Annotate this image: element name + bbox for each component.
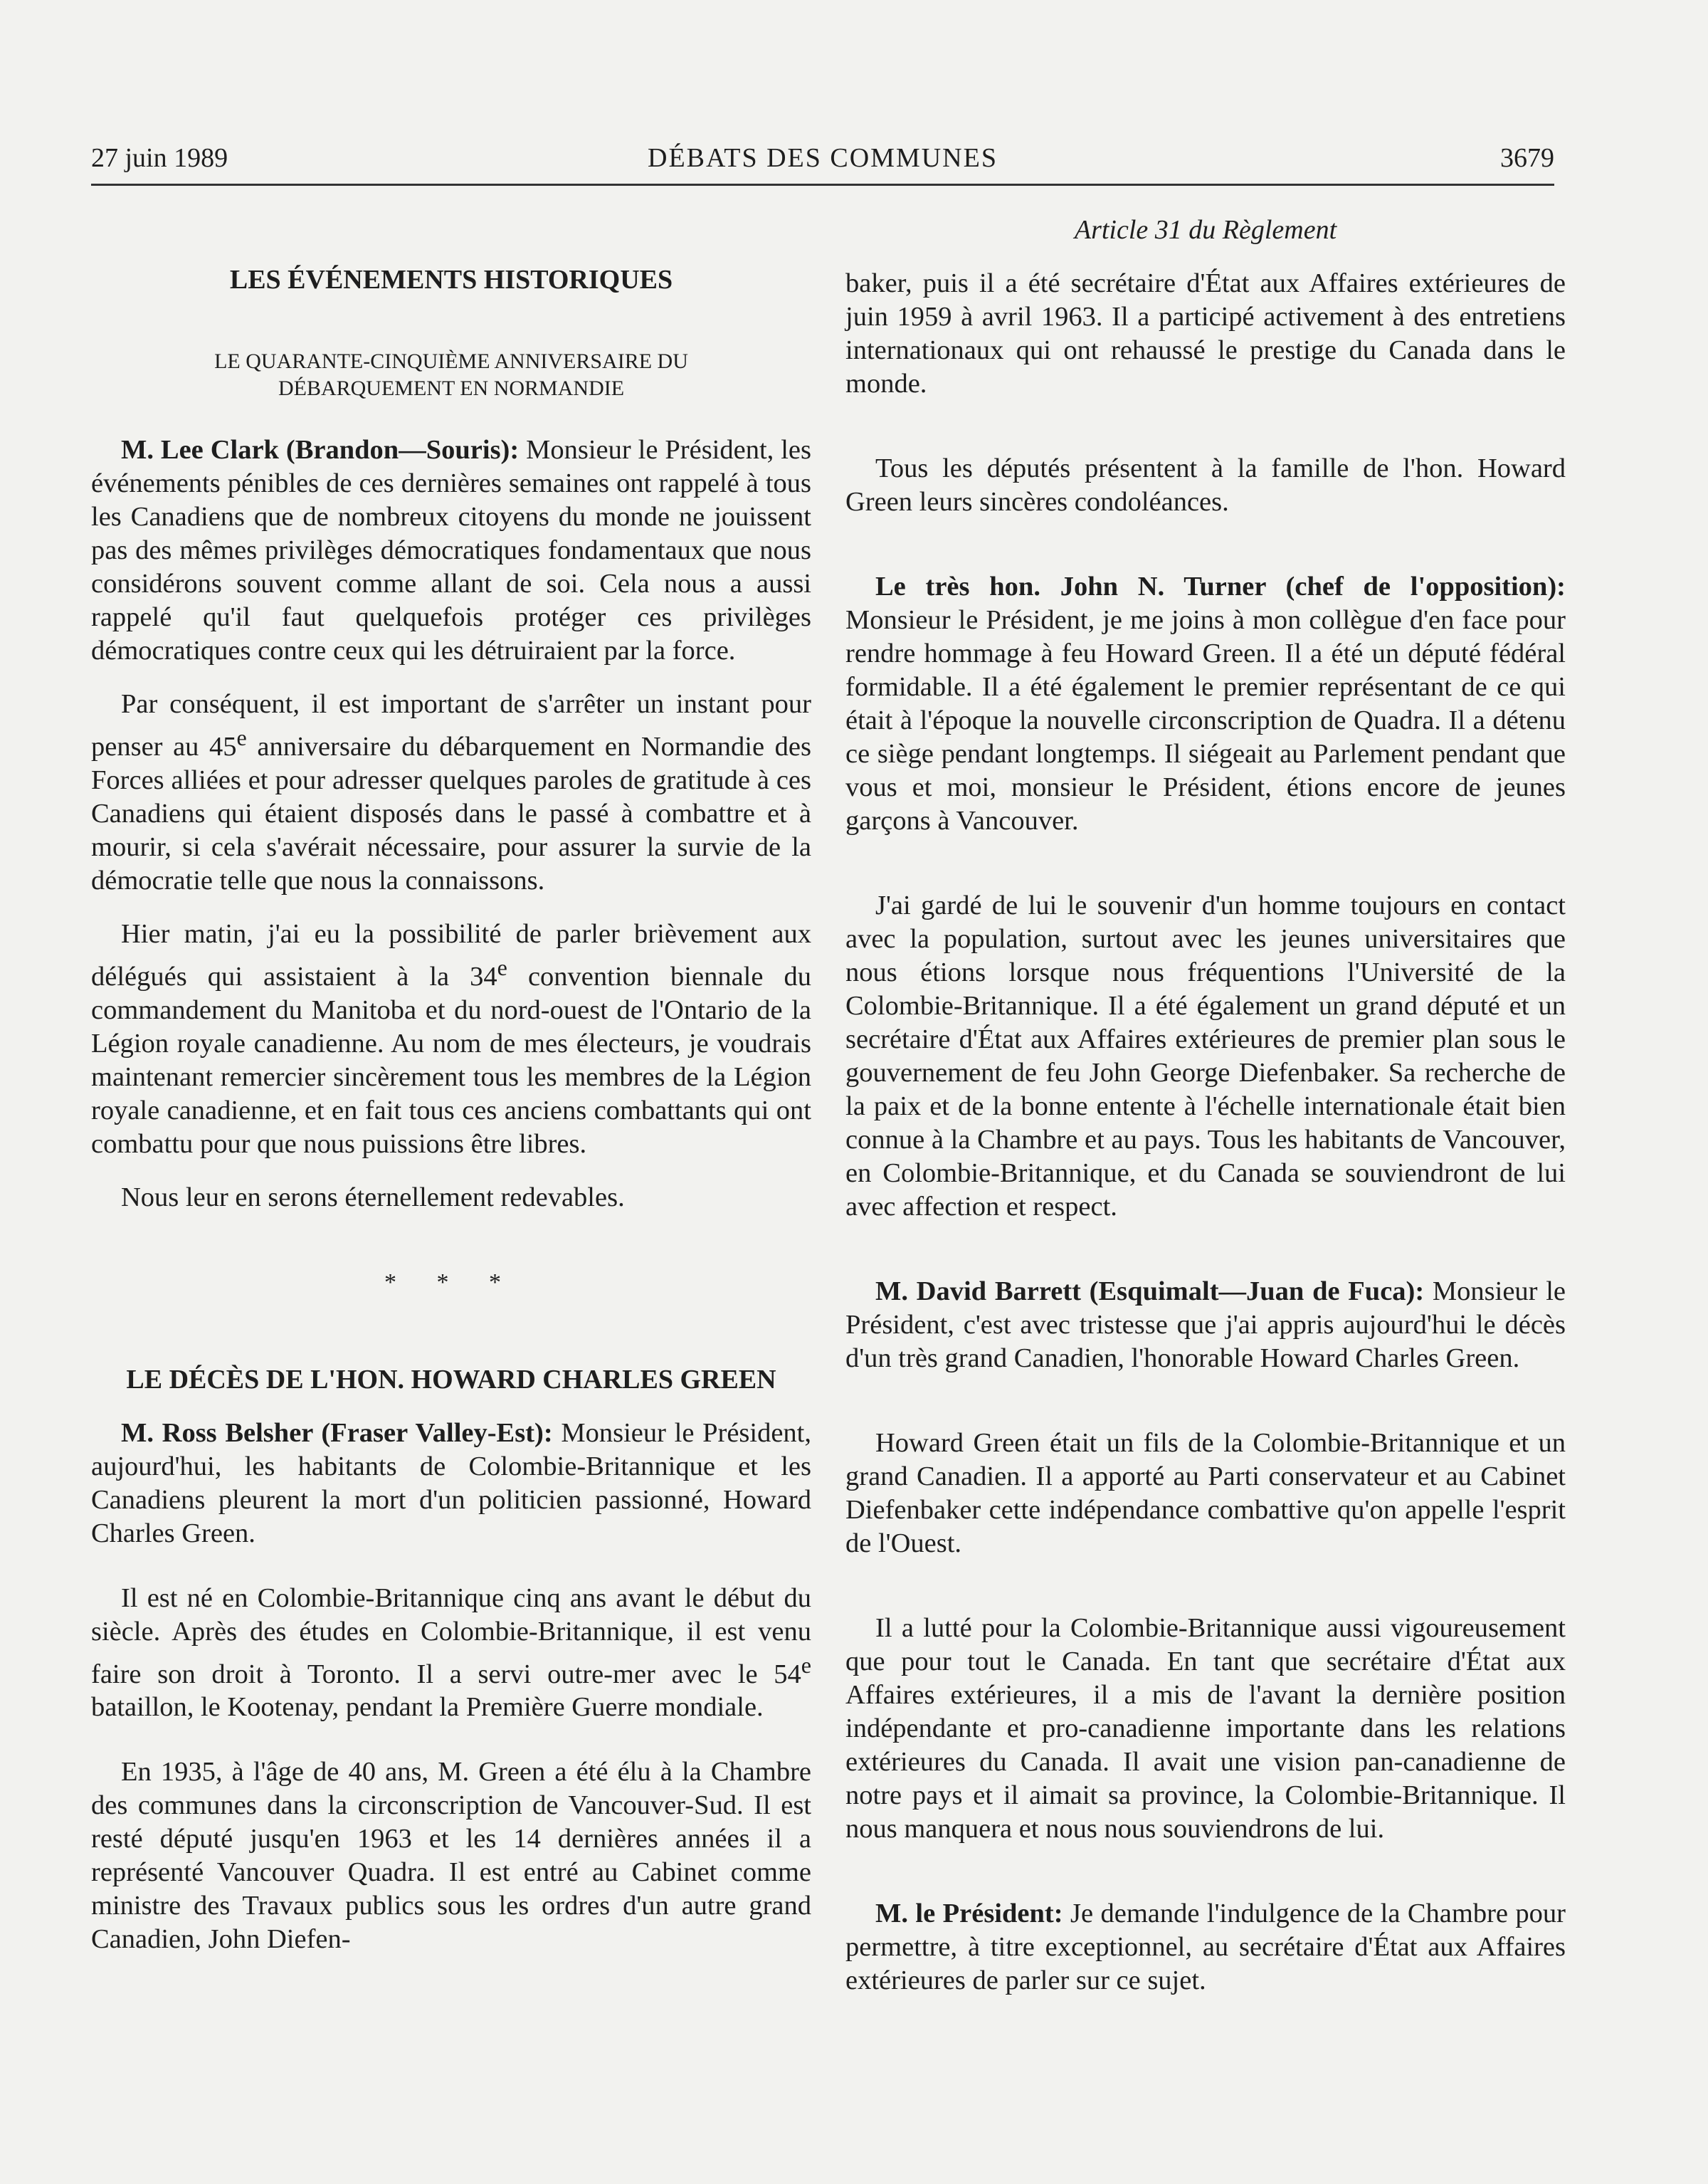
- section-title-green: LE DÉCÈS DE L'HON. HOWARD CHARLES GREEN: [126, 1364, 776, 1395]
- paragraph-barrett: M. David Barrett (Esquimalt—Juan de Fuca): Monsieur le Président, c'est avec tristesse que j'ai appris aujourd'hui le décès d'un très grand Canadien, l'honorable Howard Charles Green.: [845, 1276, 1566, 1373]
- paragraph: Tous les députés présentent à la famille de l'hon. Howard Green leurs sincères condoléances.: [845, 453, 1566, 517]
- paragraph: baker, puis il a été secrétaire d'État aux Affaires extérieures de juin 1959 à avril 1963. Il a participé activement à des entretiens internationaux qui ont rehaussé le prestige du Canada dans le monde.: [845, 268, 1566, 399]
- rubric: Article 31 du Règlement: [1074, 215, 1337, 245]
- paragraph-belsher: M. Ross Belsher (Fraser Valley-Est): Monsieur le Président, aujourd'hui, les habitants de Colombie-Britannique et les Canadiens pleurent la mort d'un politicien passionné, Howard Charles Green.: [91, 1417, 811, 1548]
- section-subtitle-line-2: DÉBARQUEMENT EN NORMANDIE: [278, 377, 625, 400]
- section-title-historic-events: LES ÉVÉNEMENTS HISTORIQUES: [229, 265, 673, 295]
- speaker-name: M. Ross Belsher (Fraser Valley-Est):: [121, 1417, 553, 1448]
- paragraph: J'ai gardé de lui le souvenir d'un homme toujours en contact avec la population, surtout avec les jeunes universitaires que nous étions lorsque nous fréquentions l'Université de la Colombie-Britannique. Il a été également un grand député et un secrétaire d'État aux Affaires extérieures de premier plan sous le gouvernement de feu John George Diefenbaker. Sa recherche de la paix et de la bonne entente à l'échelle internationale était bien connue à la Chambre et au pays. Tous les habitants de Vancouver, en Colombie-Britannique, et du Canada se souviendront de lui avec affection et respect.: [845, 891, 1566, 1222]
- paragraph: Nous leur en serons éternellement redevables.: [121, 1182, 625, 1212]
- paragraph: Il a lutté pour la Colombie-Britannique aussi vigoureusement que pour tout le Canada. En tant que secrétaire d'État aux Affaires extérieures, il a mis de l'avant la dernière position indépendante et pro-canadienne importante dans les relations extérieures du Canada. Il avait une vision pan-canadienne de notre pays et il aimait sa province, la Colombie-Britannique. Il nous manquera et nous nous souviendrons de lui.: [845, 1613, 1566, 1844]
- header-date: 27 juin 1989: [91, 143, 228, 173]
- speaker-name: M. Lee Clark (Brandon—Souris):: [121, 435, 520, 465]
- speaker-name: M. le Président:: [875, 1899, 1063, 1928]
- speaker-name: Le très hon. John N. Turner (chef de l'opposition):: [875, 572, 1566, 602]
- page-header: [91, 142, 1554, 178]
- speaker-name: M. David Barrett (Esquimalt—Juan de Fuca):: [875, 1276, 1425, 1306]
- header-rule: [91, 184, 1554, 186]
- right-column: [845, 214, 1566, 1997]
- section-separator: * * *: [384, 1269, 518, 1296]
- page-number: 3679: [1500, 143, 1554, 173]
- paragraph: Howard Green était un fils de la Colombie-Britannique et un grand Canadien. Il a apporté au Parti conservateur et au Cabinet Diefenbaker cette indépendance combattive qu'on appelle l'esprit de l'Ouest.: [845, 1428, 1566, 1558]
- paragraph: Hier matin, j'ai eu la possibilité de parler brièvement aux délégués qui assistaient à la 34e convention biennale du commandement du Manitoba et du nord-ouest de l'Ontario de la Légion royale canadienne. Au nom de mes électeurs, je voudrais maintenant remercier sincèrement tous les membres de la Légion royale canadienne, et en fait tous ces anciens combattants qui ont combattu pour que nous puissions être libres.: [91, 918, 811, 1159]
- paragraph: En 1935, à l'âge de 40 ans, M. Green a été élu à la Chambre des communes dans la circonscription de Vancouver-Sud. Il est resté député jusqu'en 1963 et les 14 dernières années il a représenté Vancouver Quadra. Il est entré au Cabinet comme ministre des Travaux publics sous les ordres d'un autre grand Canadien, John Diefen-: [91, 1757, 811, 1955]
- paragraph-president: M. le Président: Je demande l'indulgence de la Chambre pour permettre, à titre exceptionnel, au secrétaire d'État aux Affaires extérieures de parler sur ce sujet.: [845, 1899, 1566, 1995]
- section-subtitle-line-1: LE QUARANTE-CINQUIÈME ANNIVERSAIRE DU: [214, 350, 688, 373]
- header-title: DÉBATS DES COMMUNES: [648, 143, 998, 173]
- left-column: [91, 263, 811, 1956]
- paragraph: Il est né en Colombie-Britannique cinq ans avant le début du siècle. Après des études en Colombie-Britannique, il est venu faire son droit à Toronto. Il a servi outre-mer avec le 54e bataillon, le Kootenay, pendant la Première Guerre mondiale.: [91, 1582, 811, 1723]
- paragraph: Par conséquent, il est important de s'arrêter un instant pour penser au 45e anniversaire du débarquement en Normandie des Forces alliées et pour adresser quelques paroles de gratitude à ces Canadiens qui étaient disposés dans le passé à combattre et à mourir, si cela s'avérait nécessaire, pour assurer la survie de la démocratie telle que nous la connaissons.: [91, 689, 811, 896]
- paragraph-clark: M. Lee Clark (Brandon—Souris): Monsieur le Président, les événements pénibles de ces dernières semaines ont rappelé à tous les Canadiens que de nombreux citoyens du monde ne jouissent pas des mêmes privilèges démocratiques fondamentaux que nous considérons souvent comme allant de soi. Cela nous a aussi rappelé qu'il faut quelquefois protéger ces privilèges démocratiques contre ceux qui les détruiraient par la force.: [91, 435, 811, 666]
- paragraph-turner: Le très hon. John N. Turner (chef de l'opposition): Monsieur le Président, je me joins à mon collègue d'en face pour rendre hommage à feu Howard Green. Il a été un député fédéral formidable. Il a été également le premier représentant de ce qui était à l'époque la nouvelle circonscription de Quadra. Il a détenu ce siège pendant longtemps. Il siégeait au Parlement pendant que vous et moi, monsieur le Président, étions encore de jeunes garçons à Vancouver.: [845, 572, 1566, 836]
